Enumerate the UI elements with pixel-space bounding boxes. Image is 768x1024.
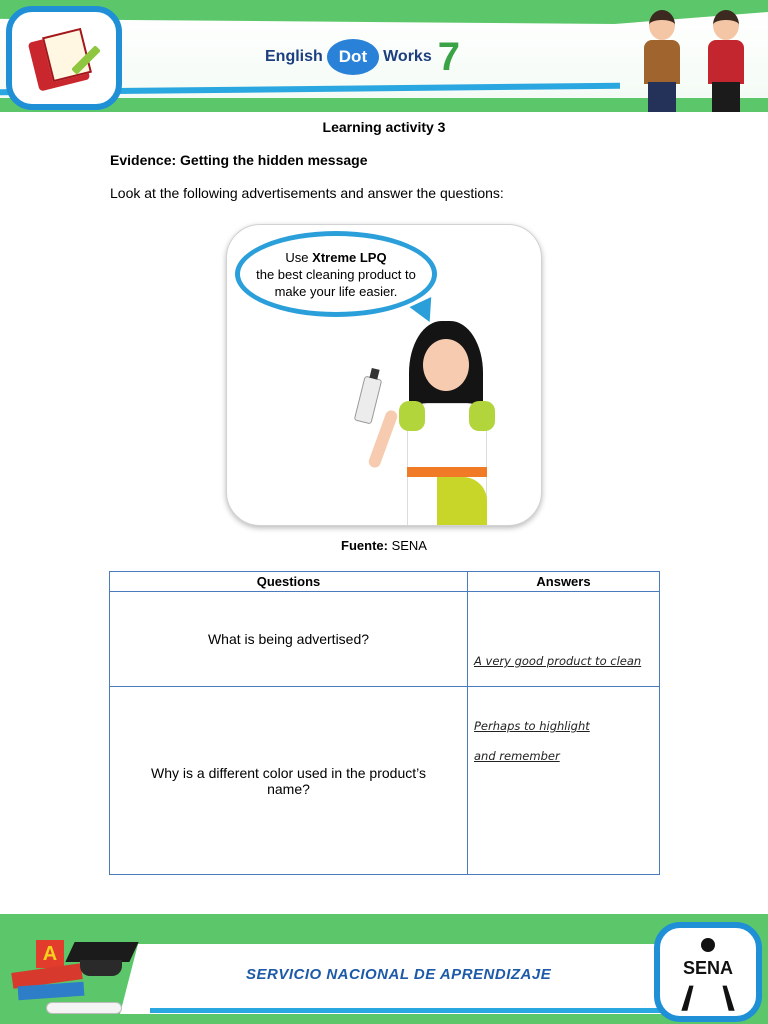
institution-name: SERVICIO NACIONAL DE APRENDIZAJE [246, 966, 552, 983]
header-questions: Questions [110, 572, 468, 592]
answer-cell [468, 592, 660, 687]
answer-text: and remember [474, 749, 560, 763]
evidence-heading: Evidence: Getting the hidden message [110, 152, 368, 168]
advertisement-image [226, 224, 542, 526]
speech-bubble [235, 231, 437, 317]
bubble-product-name: Xtreme LPQ [312, 249, 387, 265]
brand-word-works: Works [383, 48, 432, 65]
question-cell: What is being advertised? [110, 592, 468, 687]
sena-logo [654, 922, 762, 1022]
questions-answers-table [109, 571, 660, 875]
header-banner [0, 0, 768, 112]
question-cell: Why is a different color used in the product’s name? [110, 687, 468, 875]
book-logo [6, 6, 122, 110]
source-label: Fuente: [341, 538, 388, 553]
page-title: Learning activity 3 [322, 119, 446, 135]
footer-stripe [150, 1008, 670, 1013]
sena-logo-dot [701, 938, 715, 952]
bubble-line-2: the best cleaning product to [256, 266, 416, 282]
bubble-line-3: make your life easier. [274, 283, 398, 299]
alphabet-block: A [36, 940, 64, 968]
table-row [110, 687, 660, 875]
sena-logo-mark [681, 986, 734, 1011]
bubble-prefix: Use [285, 249, 313, 265]
bubble-line-1 [285, 249, 386, 266]
girl-left-figure [636, 4, 686, 112]
source-caption [0, 538, 768, 553]
books-graduation-cap-icon [6, 930, 146, 1022]
sena-logo-text: SENA [682, 958, 733, 978]
english-dot-works-logo [265, 32, 460, 82]
answer-text: A very good product to clean [474, 654, 642, 668]
table-row [110, 592, 660, 687]
table-header-row [110, 572, 660, 592]
girl-right-figure [700, 4, 750, 112]
brand-word-english: English [265, 48, 323, 65]
source-value: SENA [387, 538, 427, 553]
brand-number: 7 [437, 34, 460, 79]
girls-illustration [628, 0, 768, 112]
book-icon [29, 26, 99, 90]
answer-cell [468, 687, 660, 875]
answer-text: Perhaps to highlight [474, 719, 590, 733]
instruction-text: Look at the following advertisements and answer the questions: [110, 185, 504, 201]
brand-word-dot: Dot [327, 39, 379, 75]
header-answers: Answers [468, 572, 660, 592]
woman-illustration [347, 317, 542, 526]
